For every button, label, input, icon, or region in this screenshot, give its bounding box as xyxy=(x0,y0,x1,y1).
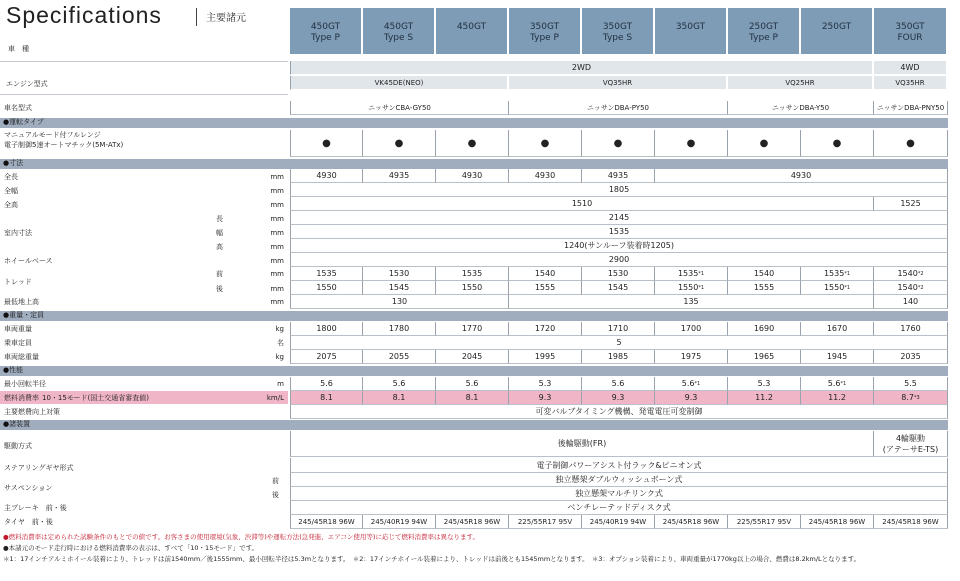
unit-gross-weight: kg xyxy=(275,353,284,361)
tread-front-value: 1535 xyxy=(823,269,845,278)
curb-weight xyxy=(509,322,582,336)
label-fuel-mode: 10・15モード(国土交通省審査値) xyxy=(42,394,149,402)
gross-weight xyxy=(801,350,874,364)
tire xyxy=(363,515,436,529)
length-value: 4935 xyxy=(607,171,629,180)
wheelbase-value: 2900 xyxy=(608,255,630,264)
turning-radius-value: 5.6 xyxy=(681,379,695,388)
curb-weight-value: 1690 xyxy=(753,324,775,333)
gross-weight xyxy=(290,350,363,364)
tread-front-value: 1540 xyxy=(753,269,775,278)
turning-radius xyxy=(801,377,874,391)
turning-radius xyxy=(436,377,509,391)
tread-front-value: 1530 xyxy=(388,269,410,278)
height xyxy=(290,197,874,211)
tread-rear-value: 1545 xyxy=(607,283,629,292)
capacity xyxy=(290,336,948,350)
unit-wheelbase: mm xyxy=(270,257,284,265)
curb-weight xyxy=(655,322,728,336)
unit-height: mm xyxy=(270,201,284,209)
unit-tread-rear: mm xyxy=(270,285,284,293)
label-steering: ステアリングギヤ形式 xyxy=(4,464,74,472)
footnote-mark: *3 xyxy=(914,394,920,401)
fuel-economy-value: 11.2 xyxy=(755,393,773,402)
transmission-dot xyxy=(436,130,509,157)
column-header: 450GT Type S xyxy=(363,8,436,54)
curb-weight xyxy=(436,322,509,336)
tread-front xyxy=(874,267,948,281)
turning-radius-value: 5.6 xyxy=(465,379,479,388)
footnote-mark: *1 xyxy=(694,380,701,387)
tire xyxy=(582,515,655,529)
fuel-economy-value: 11.2 xyxy=(828,393,846,402)
section-weight: ●重量・定員 xyxy=(0,311,948,321)
transmission-dot-value: ● xyxy=(906,137,915,149)
tread-rear xyxy=(801,281,874,295)
clearance xyxy=(874,295,948,309)
tire xyxy=(436,515,509,529)
turning-radius-value: 5.6 xyxy=(611,379,625,388)
susp-front-value: 独立懸架ダブルウィッシュボーン式 xyxy=(555,475,683,484)
tire-value: 225/55R17 95V xyxy=(517,517,573,526)
width-value: 1805 xyxy=(608,185,630,194)
tire xyxy=(801,515,874,529)
unit-int-l: mm xyxy=(270,215,284,223)
model-pny50 xyxy=(874,101,948,115)
engine-vq35-four xyxy=(874,76,948,90)
gross-weight-value: 1985 xyxy=(607,352,629,361)
tread-rear xyxy=(728,281,801,295)
curb-weight xyxy=(363,322,436,336)
tire-value: 245/45R18 96W xyxy=(808,517,866,526)
transmission-dot-value: ● xyxy=(832,137,842,149)
gross-weight-value: 1995 xyxy=(534,352,556,361)
model-y50 xyxy=(728,101,874,115)
int-l xyxy=(290,211,948,225)
tread-rear-value: 1555 xyxy=(753,283,775,292)
column-header: 450GT Type P xyxy=(290,8,363,54)
transmission-dot xyxy=(801,130,874,157)
int-h-value: 1240(サンルーフ装着時1205) xyxy=(564,241,674,250)
label-tread-rear: 後 xyxy=(216,285,223,293)
column-header: 450GT xyxy=(436,8,509,54)
tread-rear-value: 1540 xyxy=(897,283,918,292)
gross-weight xyxy=(436,350,509,364)
transmission-dot xyxy=(728,130,801,157)
engine-vq35 xyxy=(509,76,728,90)
curb-weight-value: 1710 xyxy=(607,324,629,333)
footnote-2: ●本諸元のモード走行時における燃料消費率の表示は、すべて「10・15モード」です。 xyxy=(3,544,259,552)
label-clearance: 最低地上高 xyxy=(4,298,39,306)
tread-front xyxy=(582,267,655,281)
turning-radius xyxy=(728,377,801,391)
gross-weight xyxy=(509,350,582,364)
engine-vq25-value: VQ25HR xyxy=(785,78,815,87)
turning-radius xyxy=(363,377,436,391)
unit-width: mm xyxy=(270,187,284,195)
tread-rear-value: 1550 xyxy=(316,283,337,292)
model-py50-value: ニッサンDBA-PY50 xyxy=(587,103,649,112)
transmission-dot-value: ● xyxy=(613,137,623,149)
tread-front-value: 1540 xyxy=(897,269,918,278)
footnote-mark: *1 xyxy=(698,270,705,277)
tire-value: 245/45R18 96W xyxy=(443,517,501,526)
turning-radius-value: 5.3 xyxy=(757,379,771,388)
curb-weight-value: 1760 xyxy=(900,324,921,333)
tread-front xyxy=(509,267,582,281)
length-value: 4930 xyxy=(316,171,337,180)
unit-clearance: mm xyxy=(270,298,284,306)
curb-weight-value: 1720 xyxy=(534,324,556,333)
length-value: 4930 xyxy=(461,171,483,180)
susp-rear-value: 独立懸架マルチリンク式 xyxy=(575,489,663,498)
drive-awd xyxy=(874,431,948,457)
tire-value: 245/45R18 96W xyxy=(662,517,720,526)
capacity-value: 5 xyxy=(616,338,622,347)
unit-curb-weight: kg xyxy=(275,325,284,333)
column-header: 350GT Type P xyxy=(509,8,582,54)
gross-weight xyxy=(874,350,948,364)
transmission-dot xyxy=(290,130,363,157)
susp-front xyxy=(290,473,948,487)
fuel-economy xyxy=(509,391,582,405)
fuel-economy-value: 9.3 xyxy=(684,393,698,402)
fuel-economy-value: 9.3 xyxy=(538,393,552,402)
tire xyxy=(728,515,801,529)
curb-weight-value: 1670 xyxy=(826,324,848,333)
gross-weight-value: 2055 xyxy=(388,352,410,361)
transmission-dot-value: ● xyxy=(540,137,550,149)
fuel-economy xyxy=(363,391,436,405)
fuel-economy xyxy=(728,391,801,405)
transmission-dot xyxy=(363,130,436,157)
tread-rear xyxy=(363,281,436,295)
fuel-economy xyxy=(655,391,728,405)
turning-radius xyxy=(655,377,728,391)
tire xyxy=(290,515,363,529)
turning-radius xyxy=(290,377,363,391)
turning-radius xyxy=(582,377,655,391)
length xyxy=(363,169,436,183)
curb-weight-value: 1700 xyxy=(680,324,702,333)
tread-front-value: 1535 xyxy=(677,269,699,278)
tread-rear-value: 1550 xyxy=(461,283,483,292)
label-fuel-tech: 主要燃費向上対策 xyxy=(4,408,60,416)
label-separator xyxy=(0,94,288,95)
length xyxy=(290,169,363,183)
tire xyxy=(874,515,948,529)
section-dimensions: ●寸法 xyxy=(0,159,948,169)
length-value: 4930 xyxy=(790,171,812,180)
label-model: 車名型式 xyxy=(4,104,32,112)
column-header: 350GT Type S xyxy=(582,8,655,54)
curb-weight xyxy=(874,322,948,336)
column-header: 350GT xyxy=(655,8,728,54)
drive-4wd xyxy=(874,61,948,75)
column-header: 250GT xyxy=(801,8,874,54)
tire-value: 245/40R19 94W xyxy=(370,517,428,526)
label-susp-front: 前 xyxy=(272,477,279,485)
brake xyxy=(290,501,948,515)
drive-rwd-value: 後輪駆動(FR) xyxy=(557,439,607,448)
footnote-mark: *2 xyxy=(917,270,924,277)
unit-int-w: mm xyxy=(270,229,284,237)
gross-weight xyxy=(728,350,801,364)
tread-front-value: 1535 xyxy=(316,269,337,278)
length xyxy=(509,169,582,183)
int-l-value: 2145 xyxy=(608,213,630,222)
section-performance: ●性能 xyxy=(0,366,948,376)
transmission-dot-value: ● xyxy=(686,137,696,149)
page-subtitle: 主要諸元 xyxy=(206,13,246,24)
transmission-dot-value: ● xyxy=(467,137,477,149)
brake-value: ベンチレーテッドディスク式 xyxy=(567,503,671,512)
curb-weight xyxy=(728,322,801,336)
label-fuel: 燃料消費率 xyxy=(4,394,39,402)
label-brake: 主ブレーキ 前・後 xyxy=(4,504,67,512)
label-susp-rear: 後 xyxy=(272,491,279,499)
section-drive-type: ●運転タイプ xyxy=(0,118,948,128)
fuel-tech-value: 可変バルブタイミング機構、発電電圧可変制御 xyxy=(535,407,703,416)
turning-radius-value: 5.6 xyxy=(320,379,333,388)
drive-rwd xyxy=(290,431,874,457)
turning-radius-value: 5.5 xyxy=(904,379,917,388)
tread-front-value: 1540 xyxy=(534,269,556,278)
fuel-economy-value: 8.7 xyxy=(901,393,915,402)
column-header: 250GT Type P xyxy=(728,8,801,54)
engine-vk45 xyxy=(290,76,509,90)
gross-weight-value: 2075 xyxy=(316,352,337,361)
section-equipment: ●諸装置 xyxy=(0,420,948,430)
length xyxy=(582,169,655,183)
gross-weight xyxy=(363,350,436,364)
int-w xyxy=(290,225,948,239)
length xyxy=(436,169,509,183)
footnote-mark: *1 xyxy=(840,380,847,387)
curb-weight xyxy=(801,322,874,336)
drive-2wd xyxy=(290,61,874,75)
label-height: 全高 xyxy=(4,201,18,209)
clearance-value: 135 xyxy=(683,297,699,306)
tread-rear-value: 1550 xyxy=(823,283,845,292)
clearance xyxy=(290,295,509,309)
turning-radius xyxy=(509,377,582,391)
footnote-mark: *1 xyxy=(698,284,705,291)
label-interior: 室内寸法 xyxy=(4,229,32,237)
model-pny50-value: ニッサンDBA-PNY50 xyxy=(876,103,945,112)
int-w-value: 1535 xyxy=(608,227,630,236)
tread-rear-value: 1550 xyxy=(677,283,699,292)
drive-awd-line: 4輪駆動 xyxy=(895,433,926,443)
transmission-dot xyxy=(655,130,728,157)
tread-front xyxy=(728,267,801,281)
footnote-1: ●燃料消費率は定められた試験条件のもとでの値です。お客さまの使用環境(気象、渋滞等)や運転方法(急発進、エアコン使用等)に応じて燃料消費率は異なります。 xyxy=(3,533,479,541)
clearance-value: 140 xyxy=(902,297,919,306)
steering xyxy=(290,458,948,473)
label-car-type: 車 種 xyxy=(8,45,29,53)
height xyxy=(874,197,948,211)
label-tread-front: 前 xyxy=(216,270,223,278)
susp-rear xyxy=(290,487,948,501)
curb-weight-value: 1800 xyxy=(316,324,337,333)
label-length: 全長 xyxy=(4,173,18,181)
transmission-dot-value: ● xyxy=(322,137,331,149)
footnote-3: ＊1：17インチアルミホイール装着により、トレッドは前1540mm／後1555mm、最小回転半径は5.3mとなります。 ＊2：17インチホイール装着により、トレッドは前後とも1545mmとなります。 ＊3：オプション装着により、車両重量が1770kg以上の場合、燃費は8.2km/Lとなります。 xyxy=(3,555,861,563)
tire xyxy=(509,515,582,529)
engine-vq35-value: VQ35HR xyxy=(602,78,633,87)
unit-fuel: km/L xyxy=(266,394,284,402)
model-y50-value: ニッサンDBA-Y50 xyxy=(771,103,830,112)
curb-weight-value: 1770 xyxy=(461,324,483,333)
engine-vk45-value: VK45DE(NEO) xyxy=(374,78,424,87)
turning-radius-value: 5.6 xyxy=(392,379,406,388)
length xyxy=(655,169,948,183)
length-value: 4930 xyxy=(534,171,556,180)
label-gross-weight: 車両総重量 xyxy=(4,353,39,361)
label-int-l: 長 xyxy=(216,215,223,223)
title-divider xyxy=(196,8,197,26)
drive-4wd-value: 4WD xyxy=(900,63,920,72)
gross-weight-value: 1965 xyxy=(753,352,775,361)
label-separator xyxy=(0,61,288,62)
fuel-economy xyxy=(436,391,509,405)
label-tread: トレッド xyxy=(4,278,32,286)
clearance-value: 130 xyxy=(391,297,408,306)
gross-weight xyxy=(655,350,728,364)
tread-rear xyxy=(582,281,655,295)
label-engine: エンジン型式 xyxy=(6,80,48,88)
tread-rear xyxy=(290,281,363,295)
drive-2wd-value: 2WD xyxy=(571,63,592,72)
turning-radius-value: 5.6 xyxy=(827,379,841,388)
transmission-dot-value: ● xyxy=(759,137,769,149)
fuel-economy-value: 8.1 xyxy=(392,393,406,402)
fuel-economy-value: 8.1 xyxy=(320,393,333,402)
drive-awd-line: (アテーサE-TS) xyxy=(882,444,939,454)
unit-capacity: 名 xyxy=(277,339,284,347)
model-gy50-value: ニッサンCBA-GY50 xyxy=(368,103,431,112)
unit-tread-front: mm xyxy=(270,270,284,278)
transmission-dot xyxy=(874,130,948,157)
label-capacity: 乗車定員 xyxy=(4,339,32,347)
unit-length: mm xyxy=(270,173,284,181)
width xyxy=(290,183,948,197)
gross-weight-value: 2035 xyxy=(900,352,921,361)
tread-rear xyxy=(874,281,948,295)
fuel-tech xyxy=(290,405,948,419)
curb-weight-value: 1780 xyxy=(388,324,410,333)
model-py50 xyxy=(509,101,728,115)
page-title: Specifications xyxy=(6,2,162,28)
tread-rear xyxy=(655,281,728,295)
footnote-mark: *2 xyxy=(917,284,924,291)
label-transmission-1: マニュアルモード付フルレンジ xyxy=(4,131,101,139)
model-gy50 xyxy=(290,101,509,115)
fuel-economy xyxy=(582,391,655,405)
turning-radius-value: 5.3 xyxy=(538,379,552,388)
column-header: 350GT FOUR xyxy=(874,8,948,54)
engine-vq35-four-value: VQ35HR xyxy=(895,78,925,87)
label-curb-weight: 車両重量 xyxy=(4,325,32,333)
engine-vq25 xyxy=(728,76,874,90)
tire xyxy=(655,515,728,529)
label-suspension: サスペンション xyxy=(4,484,53,492)
tread-front-value: 1530 xyxy=(607,269,629,278)
tread-rear-value: 1545 xyxy=(388,283,410,292)
transmission-dot xyxy=(509,130,582,157)
length-value: 4935 xyxy=(388,171,410,180)
fuel-economy-value: 8.1 xyxy=(465,393,479,402)
tread-front xyxy=(363,267,436,281)
transmission-dot xyxy=(582,130,655,157)
label-width: 全幅 xyxy=(4,187,18,195)
label-int-w: 幅 xyxy=(216,229,223,237)
fuel-economy-value: 9.3 xyxy=(611,393,625,402)
steering-value: 電子制御パワーアシスト付ラック&ピニオン式 xyxy=(536,460,702,470)
height-value: 1510 xyxy=(571,199,593,208)
tread-rear-value: 1555 xyxy=(534,283,556,292)
gross-weight-value: 1975 xyxy=(680,352,702,361)
transmission-dot-value: ● xyxy=(394,137,404,149)
turning-radius xyxy=(874,377,948,391)
fuel-economy xyxy=(290,391,363,405)
label-transmission-2: 電子制御5速オートマチック(5M-ATx) xyxy=(4,141,124,149)
int-h xyxy=(290,239,948,253)
curb-weight xyxy=(290,322,363,336)
tire-value: 225/55R17 95V xyxy=(736,517,792,526)
fuel-economy xyxy=(801,391,874,405)
label-drive-system: 駆動方式 xyxy=(4,442,32,450)
unit-turning: m xyxy=(277,380,284,388)
clearance xyxy=(509,295,874,309)
tire-value: 245/40R19 94W xyxy=(589,517,647,526)
tread-rear xyxy=(436,281,509,295)
footnote-mark: *1 xyxy=(844,284,851,291)
tread-front xyxy=(290,267,363,281)
label-turning: 最小回転半径 xyxy=(4,380,46,388)
curb-weight xyxy=(582,322,655,336)
fuel-economy xyxy=(874,391,948,405)
wheelbase xyxy=(290,253,948,267)
tread-front xyxy=(801,267,874,281)
tire-value: 245/45R18 96W xyxy=(882,517,939,526)
footnote-mark: *1 xyxy=(844,270,851,277)
label-int-h: 高 xyxy=(216,243,223,251)
tread-rear xyxy=(509,281,582,295)
tread-front-value: 1535 xyxy=(461,269,483,278)
tire-value: 245/45R18 96W xyxy=(298,517,355,526)
gross-weight xyxy=(582,350,655,364)
tread-front xyxy=(436,267,509,281)
label-tire: タイヤ 前・後 xyxy=(4,518,53,526)
gross-weight-value: 1945 xyxy=(826,352,848,361)
label-wheelbase: ホイールベース xyxy=(4,257,53,265)
gross-weight-value: 2045 xyxy=(461,352,483,361)
tread-front xyxy=(655,267,728,281)
unit-int-h: mm xyxy=(270,243,284,251)
height-value: 1525 xyxy=(900,199,921,208)
